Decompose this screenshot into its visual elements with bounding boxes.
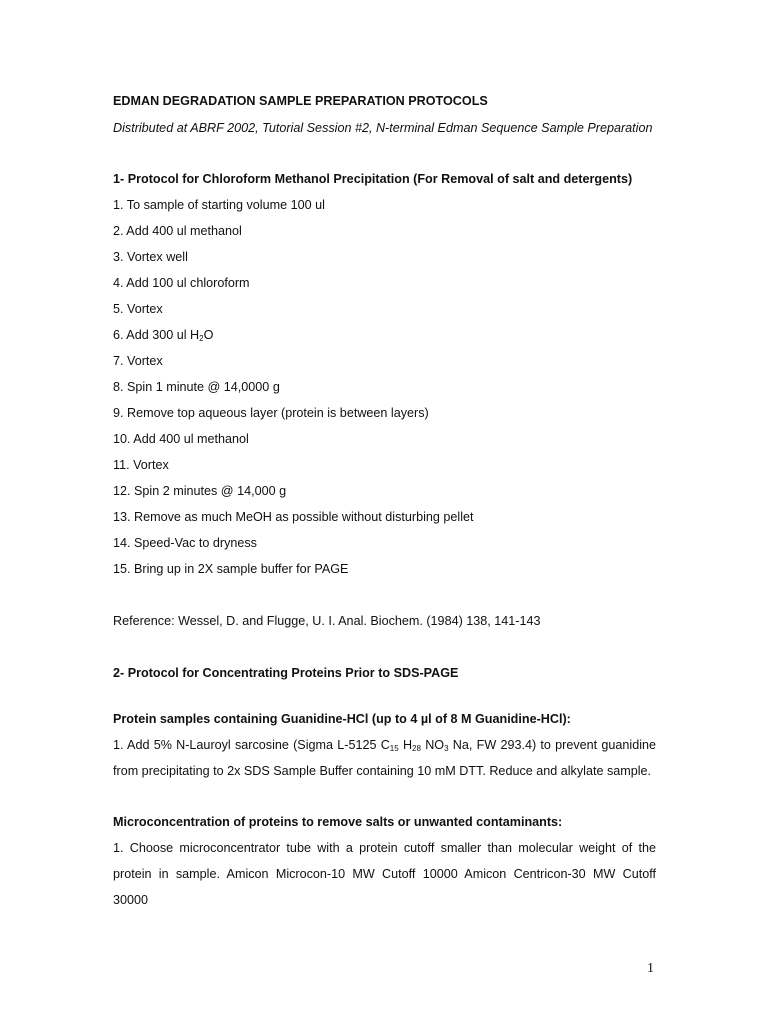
- protocol1-step-12: 12. Spin 2 minutes @ 14,000 g: [113, 484, 287, 498]
- protocol1-step-11: 11. Vortex: [113, 458, 169, 472]
- protocol1-step-6: [113, 327, 213, 343]
- protocol1-heading: 1- Protocol for Chloroform Methanol Precipitation (For Removal of salt and detergents): [113, 172, 633, 186]
- page-number: 1: [647, 961, 654, 976]
- protocol2-heading: 2- Protocol for Concentrating Proteins Prior to SDS-PAGE: [113, 666, 459, 680]
- protocol1-step-13: 13. Remove as much MeOH as possible without disturbing pellet: [113, 510, 474, 524]
- protocol1-step-15: 15. Bring up in 2X sample buffer for PAGE: [113, 562, 349, 576]
- micro-heading: Microconcentration of proteins to remove salts or unwanted contaminants:: [113, 815, 563, 829]
- protocol1-step-7: 7. Vortex: [113, 354, 163, 368]
- step6-text: 6. Add 300 ul H: [113, 328, 200, 342]
- step6-tail: O: [203, 328, 214, 342]
- guanidine-line-2: from precipitating to 2x SDS Sample Buffer containing 10 mM DTT. Reduce and alkylate sample.: [113, 764, 652, 778]
- protocol1-step-10: 10. Add 400 ul methanol: [113, 432, 249, 446]
- protocol1-step-3: 3. Vortex well: [113, 250, 188, 264]
- micro-line-1: 1. Choose microconcentrator tube with a protein cutoff smaller than molecular weight of the: [113, 841, 656, 855]
- guanidine-line-1: 1. Add 5% N-Lauroyl sarcosine (Sigma L-5125 $C_{15}$ $H_{28}$ $NO_3$ Na, FW 293.4) to prevent guanidine: [113, 738, 657, 753]
- protocol1-step-4: 4. Add 100 ul chloroform: [113, 276, 250, 290]
- doc-title: EDMAN DEGRADATION SAMPLE PREPARATION PROTOCOLS: [113, 94, 488, 108]
- protocol1-step-9: 9. Remove top aqueous layer (protein is between layers): [113, 406, 429, 420]
- micro-line-2: protein in sample. Amicon Microcon-10 MW Cutoff 10000 Amicon Centricon-30 MW Cutoff: [113, 867, 656, 881]
- protocol1-step-2: 2. Add 400 ul methanol: [113, 224, 242, 238]
- micro-line-3: 30000: [113, 893, 149, 907]
- step6-subscript: 2: [199, 334, 204, 343]
- guanidine-heading: Protein samples containing Guanidine-HCl (up to 4 µl of 8 M Guanidine-HCl):: [113, 712, 571, 726]
- protocol1-reference: Reference: Wessel, D. and Flugge, U. I. Anal. Biochem. (1984) 138, 141-143: [113, 614, 541, 628]
- protocol1-step-5: 5. Vortex: [113, 302, 163, 316]
- protocol1-step-1: 1. To sample of starting volume 100 ul: [113, 198, 325, 212]
- protocol1-step-8: 8. Spin 1 minute @ 14,0000 g: [113, 380, 280, 394]
- protocol1-step-14: 14. Speed-Vac to dryness: [113, 536, 257, 550]
- doc-subtitle: Distributed at ABRF 2002, Tutorial Session #2, N-terminal Edman Sequence Sample Preparation: [113, 121, 653, 135]
